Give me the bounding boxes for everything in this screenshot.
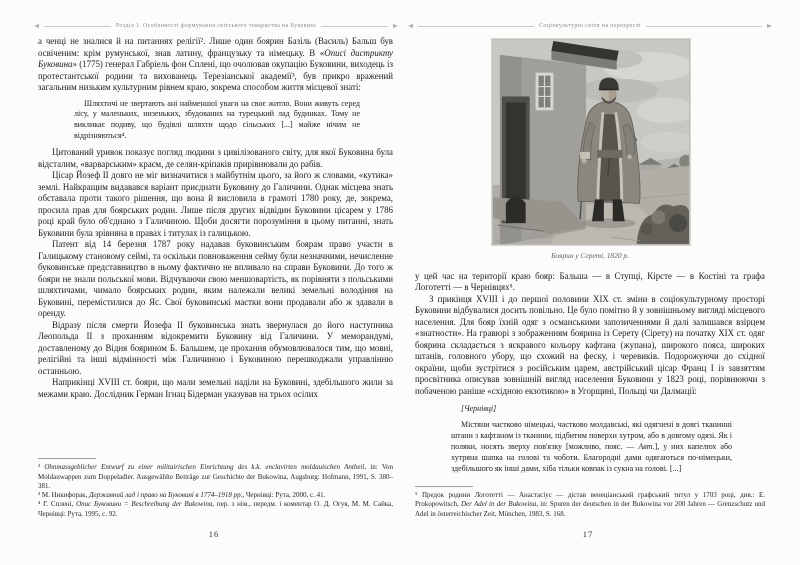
text-block-right — [415, 271, 765, 475]
text-run: , пер. з нім., передм. і коментар О. Д. Огуя, М. М. Сайка, Чернівці: Рута, 1995, с. 92. — [38, 500, 393, 518]
text-run: » (1775) генерал Габріель фон Сплені, що очолював окупацію Буковини, виходець із протестантської родини та вихованець Терезіанської академії³, був прикро вражений загальним низьким культурним рівнем краю, зокрема способом життя місцевої знаті: — [38, 59, 393, 92]
text-run: Патент від 14 березня 1787 року надавав буковинським боярам право участи в Галицькому становому сеймі, та оскільки повноваження сейму були незначними, нечисленне буковинське представництво в ньому фактично не впливало на справи Буковини. До того ж бояри не знали польської мови. Відчуваючи свою меншовартість, як порівняти з польськими шляхтичами, чимало боярських родин, яким належали великі земельні володіння на Буковині, перемістилися до Яс. Свої буковинські маєтки вони продавали або ж здавали в оренду. — [38, 239, 393, 319]
paragraph — [38, 239, 393, 320]
text-run: Цісар Йозеф II довго не міг визначитися з майбутнім цього, за його ж словами, «кутика» землі. Найкращим видавався варіант приєднати Буковину до Галичини. Однак місцева знать обставала проти такого рішення, що вона й висловила в грамоті 1780 року, де, зокрема, просила прав для боярських родин. Лише після других відвідин Буковини цісарем у 1786 році край було об'єднано з Галичиною. Щоби досягти порозуміння в цьому питанні, знать Буковини була зрівняна в правах і титулах із галицькою. — [38, 170, 393, 238]
footnotes-left — [38, 458, 393, 519]
paragraph — [415, 271, 765, 294]
text-run: Ohnmassgeblicher Entwurf zu einer militairischen Einrichtung des k.k. enclavirten moldauischen Antheil — [44, 463, 365, 472]
header-rule — [418, 26, 534, 27]
paragraph — [451, 404, 732, 415]
header-arrow-right-icon — [393, 24, 398, 28]
text-run: Der Adel in der Bukowina — [461, 500, 537, 509]
paragraph — [38, 170, 393, 239]
text-run: ], у них капелюх або хутряна шапка на голові та чоботи. Благородні дами одягаються по-німецьки, здебільшого як інші дами, хіба тільки ковпак із сукна на голові. [...] — [451, 441, 733, 473]
page-right — [402, 0, 774, 565]
text-run: ³ М. Никифорак, — [38, 491, 90, 500]
text-run: Відразу після смерти Йозефа II буковинська знать звернулася до його наступника Леопольда II з проханням відокремити Буковину від Галичини. У меморандумі, доставленому до Відня боярином Б. Бальшем, це прохання обумовлювалося тим, що мовні, релігійні та інші відмінності між Галичиною і Буковиною перешкоджали управлінню останньою. — [38, 319, 393, 376]
page-number-left: 16 — [208, 529, 220, 539]
footnotes-right — [415, 486, 765, 519]
paragraph — [415, 294, 765, 398]
text-run: Наприкінці XVIII ст. бояри, що мали земельні наділи на Буковині, здебільшого жили за межами краю. Дослідник Герман Ігнац Бідерман указував на трьох осілих — [38, 377, 393, 399]
text-run: а ченці не зналися й на питаннях релігії². Лише один боярин Базіль (Василь) Бальш був освіченим: крім румунської, знав латину, французьку та німецьку. В « — [38, 36, 393, 58]
header-rule — [44, 26, 111, 27]
paragraph — [38, 36, 393, 94]
paragraph — [38, 377, 393, 400]
footnote-separator — [415, 486, 473, 487]
running-header-right — [408, 23, 772, 29]
text-run: , in: Spuren der deutschen in der Bukowina vor 200 Jahren — Grenzschutz und Adel in österreichischer Zeit, München, 1983, S. 168. — [415, 500, 766, 518]
text-run: , in: Von Moldauwappen zum Doppeladler. Ausgewählte Beiträge zur Geschichte der Bukowina, Augsburg: Hofmann, 1991, S. 380–381. — [38, 463, 393, 490]
footnote-separator — [38, 458, 96, 459]
text-run: Опис Буковини = Beschreibung der Bukowina — [76, 500, 213, 509]
footnote-list — [38, 463, 393, 519]
footnote — [38, 500, 393, 519]
running-header-text: Розділ 1. Особливості формування світського товариства на Буковині — [115, 23, 317, 29]
page-body-left — [38, 36, 393, 457]
header-arrow-right-icon — [767, 24, 772, 28]
page-left — [28, 0, 400, 565]
running-header-text: Соціокультурні світи на перехресті — [539, 23, 641, 29]
text-run: [Чернівці] — [461, 404, 497, 413]
footnote — [38, 463, 393, 491]
text-run: Державний лад і право на Буковині в 1774–1918 рр. — [89, 491, 243, 500]
text-run: ⁴ Г. Сплені, — [38, 500, 77, 509]
footnote — [415, 491, 765, 519]
figure-caption: Боярин у Сереті, 1820 р. — [551, 251, 629, 260]
boyar-engraving-image — [491, 38, 691, 246]
text-run: у цей час на території краю бояр: Бальша — в Ступці, Кірсте — в Костіні та графа Логотетті — в Чернівцях⁵. — [415, 270, 765, 292]
text-run: ² — [38, 463, 45, 472]
text-run: Авт. — [638, 441, 655, 451]
footnote — [38, 491, 393, 500]
text-run: Шляхтичі не звертають ані найменшої уваги на своє житло. Вони живуть серед лісу, у маленьких, низеньких, збудованих на турецький лад будинках. Тому не викликає подиву, що будівлі шляхти щодо сільських [...] майже нічим не відрізняються⁴. — [74, 98, 360, 141]
footnote-list — [415, 491, 765, 519]
text-run: З прикінця XVIII і до першої половини XIX ст. зміни в соціокультурному просторі Буковини відбувалися досить повільно. Це було помітно й у зовнішньому вигляді місцевого населення. Для бояр їхній одяг з османськими запозиченнями й далі залишався взірцем «знатности». На гравюрі з зображенням боярина із Серету (Сірету) на початку XIX ст. одяг боярина складається з яскравого кольору кафтана (жупана), широкого пояса, широких штанів, головного убору, що схожий на феску, і черевиків. Подорожуючи до східної окраїни, щоби зустрітися з російським царем, австрійський цісар Франц I із завзяттям просвітника описував зовнішній вигляд населення Буковини у 1823 році, порівнюючи з побаченою раніше «східною екзотикою» в Угорщині, Польщі чи Далмації: — [415, 293, 765, 396]
text-run: ⁵ Предок родини Логотетті — Анастасіус — дістав венеціанський графський титул у 1703 році, див.: E. Prokopowitsch, — [415, 491, 765, 509]
paragraph — [74, 99, 360, 143]
running-header-left — [34, 23, 398, 29]
text-run: Описі дистрикту Буковина — [38, 47, 393, 69]
page-number-right: 17 — [582, 529, 594, 539]
paragraph — [451, 420, 732, 475]
text-run: Містяни частково німецькі, частково молдавські, які одягнені в довгі тканинні штани з кафтаном із тканини, підбитим поверхи хутром, або в довгому одязі. Як і поляки, носять зверху пов'язку [можливо, пояс. — — [451, 419, 732, 451]
text-run: , Чернівці: Рута, 2000, с. 41. — [242, 491, 326, 500]
engraving-figure — [491, 38, 689, 262]
header-arrow-left-icon — [34, 24, 39, 28]
header-rule — [646, 26, 762, 27]
paragraph — [38, 147, 393, 170]
paragraph — [38, 320, 393, 378]
text-run: Цитований уривок показує погляд людини з цивілізованого світу, для якої Буковина була відсталим, «варварським» краєм, де селян-кріпаків прирівнювали до рабів. — [38, 147, 393, 169]
header-arrow-left-icon — [408, 24, 413, 28]
header-rule — [321, 26, 388, 27]
page-body-right — [415, 36, 765, 485]
